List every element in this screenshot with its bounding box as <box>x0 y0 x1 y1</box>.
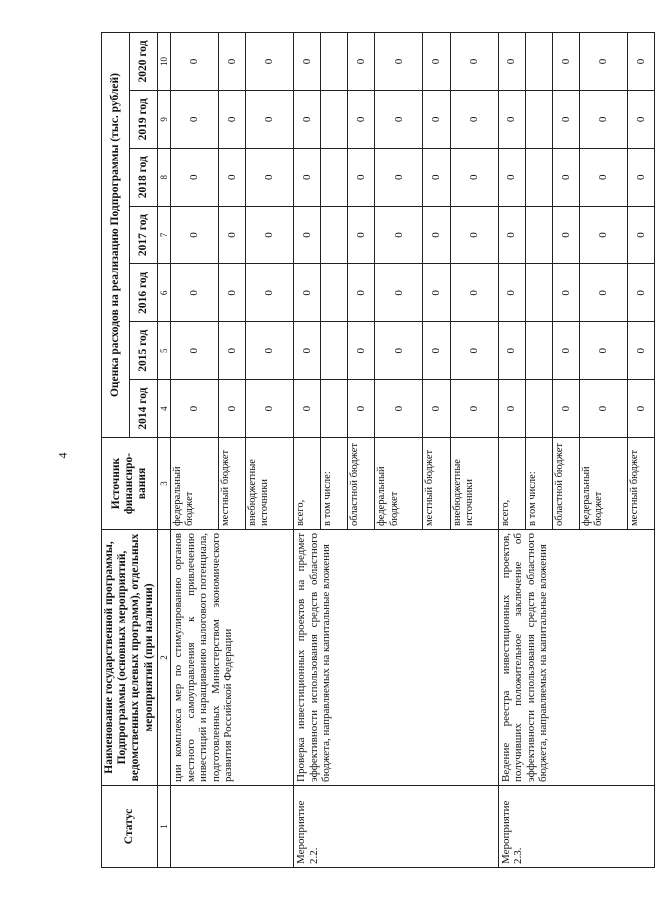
source-cell: местный бюджет <box>423 438 451 530</box>
value-cell: 0 <box>627 264 655 322</box>
value-cell: 0 <box>627 148 655 206</box>
value-cell: 0 <box>580 33 628 91</box>
value-cell: 0 <box>375 264 423 322</box>
value-cell: 0 <box>580 148 628 206</box>
header-year: 2015 год <box>129 322 157 380</box>
source-cell: областной бюджет <box>347 438 375 530</box>
value-cell <box>321 90 348 148</box>
value-cell: 0 <box>293 264 321 322</box>
value-cell: 0 <box>627 206 655 264</box>
measure-name-cell: ции комплекса мер по стимулированию органов местного самоуправления к привлечению инвестиций и наращиванию налогового потенциала, подготовленных Министерством экономического развития Российской Федерации <box>170 530 293 786</box>
value-cell: 0 <box>347 33 375 91</box>
value-cell: 0 <box>375 148 423 206</box>
value-cell: 0 <box>293 90 321 148</box>
value-cell: 0 <box>218 380 246 438</box>
value-cell: 0 <box>423 264 451 322</box>
status-cell <box>170 786 293 868</box>
value-cell: 0 <box>218 33 246 91</box>
header-name: Наименование государственной программы, Подпрограммы (основных мероприятий, ведомственных целевых программ), отдельных мероприятий (при наличии) <box>102 530 158 786</box>
column-number: 4 <box>157 380 170 438</box>
value-cell: 0 <box>246 33 294 91</box>
source-cell: местный бюджет <box>627 438 655 530</box>
value-cell: 0 <box>450 322 498 380</box>
value-cell: 0 <box>347 148 375 206</box>
value-cell: 0 <box>170 90 218 148</box>
value-cell: 0 <box>450 264 498 322</box>
value-cell: 0 <box>552 33 580 91</box>
value-cell: 0 <box>423 322 451 380</box>
value-cell: 0 <box>170 206 218 264</box>
column-number: 7 <box>157 206 170 264</box>
value-cell: 0 <box>347 322 375 380</box>
value-cell: 0 <box>552 148 580 206</box>
value-cell <box>321 264 348 322</box>
value-cell: 0 <box>218 148 246 206</box>
value-cell: 0 <box>423 148 451 206</box>
value-cell: 0 <box>580 206 628 264</box>
source-cell: всего, <box>498 438 526 530</box>
value-cell: 0 <box>450 33 498 91</box>
value-cell: 0 <box>293 33 321 91</box>
value-cell: 0 <box>627 90 655 148</box>
value-cell <box>526 206 553 264</box>
column-number: 9 <box>157 90 170 148</box>
value-cell <box>321 33 348 91</box>
value-cell: 0 <box>552 264 580 322</box>
value-cell <box>321 148 348 206</box>
source-cell: в том числе: <box>321 438 348 530</box>
value-cell: 0 <box>498 264 526 322</box>
column-number: 6 <box>157 264 170 322</box>
column-number: 2 <box>157 530 170 786</box>
table-row <box>170 33 218 868</box>
header-year: 2018 год <box>129 148 157 206</box>
value-cell: 0 <box>347 206 375 264</box>
table-row <box>498 33 526 868</box>
value-cell: 0 <box>375 33 423 91</box>
value-cell <box>526 264 553 322</box>
source-cell: федеральный бюджет <box>375 438 423 530</box>
measure-name-cell: Ведение реестра инвестиционных проектов, получивших положительное заключение об эффективности использования средств областного бюджета, направляемых на капитальные вложения <box>498 530 655 786</box>
status-cell: Мероприятие 2.3. <box>498 786 655 868</box>
value-cell: 0 <box>498 322 526 380</box>
value-cell: 0 <box>498 380 526 438</box>
value-cell: 0 <box>375 322 423 380</box>
value-cell: 0 <box>293 322 321 380</box>
column-number: 1 <box>157 786 170 868</box>
value-cell: 0 <box>498 206 526 264</box>
header-status: Статус <box>102 786 158 868</box>
value-cell <box>526 322 553 380</box>
value-cell: 0 <box>246 264 294 322</box>
value-cell: 0 <box>580 322 628 380</box>
column-number: 5 <box>157 322 170 380</box>
value-cell: 0 <box>627 380 655 438</box>
value-cell: 0 <box>347 264 375 322</box>
value-cell: 0 <box>423 380 451 438</box>
value-cell <box>321 380 348 438</box>
header-year: 2019 год <box>129 90 157 148</box>
header-year: 2017 год <box>129 206 157 264</box>
value-cell: 0 <box>423 33 451 91</box>
source-cell: местный бюджет <box>218 438 246 530</box>
value-cell <box>526 90 553 148</box>
value-cell: 0 <box>450 206 498 264</box>
value-cell: 0 <box>580 380 628 438</box>
value-cell: 0 <box>293 380 321 438</box>
value-cell: 0 <box>450 90 498 148</box>
value-cell: 0 <box>170 264 218 322</box>
value-cell: 0 <box>552 206 580 264</box>
document-sheet <box>101 32 647 868</box>
value-cell: 0 <box>552 322 580 380</box>
value-cell: 0 <box>347 90 375 148</box>
value-cell: 0 <box>627 322 655 380</box>
table-body <box>170 33 655 868</box>
value-cell: 0 <box>450 148 498 206</box>
source-cell: внебюджетные источники <box>450 438 498 530</box>
value-cell: 0 <box>246 322 294 380</box>
value-cell: 0 <box>218 90 246 148</box>
value-cell: 0 <box>552 380 580 438</box>
value-cell: 0 <box>498 90 526 148</box>
column-number: 10 <box>157 33 170 91</box>
value-cell <box>526 33 553 91</box>
value-cell: 0 <box>218 264 246 322</box>
value-cell: 0 <box>627 33 655 91</box>
header-year: 2020 год <box>129 33 157 91</box>
value-cell: 0 <box>246 380 294 438</box>
value-cell: 0 <box>450 380 498 438</box>
rotated-table-container <box>101 32 647 868</box>
value-cell: 0 <box>170 380 218 438</box>
header-year: 2014 год <box>129 380 157 438</box>
value-cell: 0 <box>293 148 321 206</box>
value-cell: 0 <box>375 206 423 264</box>
source-cell: федеральный бюджет <box>580 438 628 530</box>
value-cell: 0 <box>218 206 246 264</box>
source-cell: всего, <box>293 438 321 530</box>
page-number: 4 <box>55 452 70 459</box>
value-cell: 0 <box>375 90 423 148</box>
source-cell: в том числе: <box>526 438 553 530</box>
value-cell: 0 <box>170 33 218 91</box>
column-number-row <box>157 33 170 868</box>
value-cell: 0 <box>170 322 218 380</box>
value-cell: 0 <box>498 148 526 206</box>
value-cell: 0 <box>498 33 526 91</box>
value-cell: 0 <box>293 206 321 264</box>
measure-name-cell: Проверка инвестиционных проектов на предмет эффективности использования средств областного бюджета, направляемых на капитальные вложения <box>293 530 498 786</box>
budget-table <box>101 32 655 868</box>
header-source: Источник финансиро-вания <box>102 438 158 530</box>
value-cell: 0 <box>423 90 451 148</box>
header-year: 2016 год <box>129 264 157 322</box>
value-cell: 0 <box>246 148 294 206</box>
column-number: 3 <box>157 438 170 530</box>
source-cell: федеральный бюджет <box>170 438 218 530</box>
header-estimate: Оценка расходов на реализацию Подпрограммы (тыс. рублей) <box>102 33 130 438</box>
value-cell: 0 <box>375 380 423 438</box>
value-cell <box>526 148 553 206</box>
source-cell: внебюджетные источники <box>246 438 294 530</box>
status-cell: Мероприятие 2.2. <box>293 786 498 868</box>
value-cell: 0 <box>347 380 375 438</box>
value-cell <box>321 206 348 264</box>
value-cell: 0 <box>580 90 628 148</box>
value-cell: 0 <box>423 206 451 264</box>
value-cell: 0 <box>246 206 294 264</box>
value-cell <box>321 322 348 380</box>
value-cell: 0 <box>218 322 246 380</box>
value-cell <box>526 380 553 438</box>
value-cell: 0 <box>552 90 580 148</box>
column-number: 8 <box>157 148 170 206</box>
source-cell: областной бюджет <box>552 438 580 530</box>
value-cell: 0 <box>580 264 628 322</box>
table-row <box>293 33 321 868</box>
value-cell: 0 <box>246 90 294 148</box>
value-cell: 0 <box>170 148 218 206</box>
